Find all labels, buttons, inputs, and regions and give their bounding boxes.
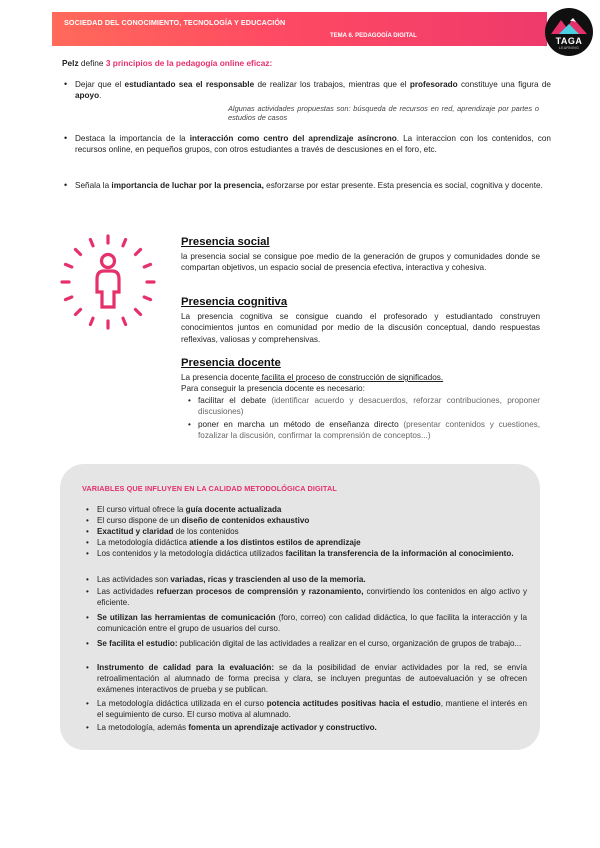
docente-line1b: facilita el proceso de construcción de significados. (259, 373, 444, 382)
docente-line2: Para conseguir la presencia docente es necesario: (181, 384, 365, 394)
docente-line1a: La presencia docente (181, 373, 260, 382)
intro-author: Pelz (62, 58, 79, 68)
presencia-social-body: la presencia social se consigue poe medio de la generación de grupos y comunidades donde se compartan objetivos, un espacio social de presencia efectiva, interactiva y cohesiva. (181, 252, 540, 273)
bullet: • (188, 396, 191, 405)
docente-item-text: facilitar el debate (identificar acuerdo y desacuerdos, reforzar contribuciones, proponer discusiones) (198, 396, 540, 416)
logo (545, 8, 593, 56)
logo-text: TAGA (555, 36, 583, 46)
presencia-docente-body (181, 372, 540, 395)
bullet: • (64, 79, 68, 89)
person-radiating-icon (58, 232, 158, 332)
logo-subtext: LEARNING (558, 46, 580, 50)
principle-text: Dejar que el estudiantado sea el responsable de realizar los trabajos, mientras que el profesorado constituye una figura de apoyo. (75, 80, 551, 101)
header-title: SOCIEDAD DEL CONOCIMIENTO, TECNOLOGÍA Y EDUCACIÓN (64, 18, 286, 27)
intro-verb: define (78, 58, 106, 68)
header-topic: TEMA 6. PEDAGOGÍA DIGITAL (330, 33, 417, 39)
principle-text: Señala la importancia de luchar por la presencia, esforzarse por estar presente. Esta presencia es social, cognitiva y docente. (75, 181, 543, 190)
principle-note: Algunas actividades propuestas son: búsqueda de recursos en red, aprendizaje por partes o estudios de casos (228, 104, 539, 122)
bullet: • (64, 180, 68, 190)
presencia-social-title: Presencia social (181, 236, 270, 248)
presencia-docente-title: Presencia docente (181, 357, 281, 369)
bullet: • (64, 133, 68, 143)
bullet: • (188, 420, 191, 429)
intro-highlight: 3 principios de la pedagogía online eficaz: (105, 58, 273, 68)
docente-item-text: poner en marcha un método de enseñanza directo (presentar contenidos y cuestiones, fozalizar la discusión, confirmar la comprensión de conceptos...) (198, 420, 540, 440)
variables-title: VARIABLES QUE INFLUYEN EN LA CALIDAD METODOLÓGICA DIGITAL (82, 484, 337, 493)
presencia-cognitiva-body: La presencia cognitiva se consigue cuando el profesorado y estudiantado construyen conocimientos juntos en comunidad por medio de la discusión conceptual, dando respuestas reflexivas, valiosas y comprehensivas. (181, 312, 540, 344)
intro-line (62, 58, 272, 68)
principle-text: Destaca la importancia de la interacción como centro del aprendizaje asíncrono. La interaccion con los contenidos, con recursos online, en pequeños grupos, con otros estudiantes a través de descusiones en el foro, etc. (75, 134, 551, 155)
presencia-cognitiva-title: Presencia cognitiva (181, 296, 288, 308)
